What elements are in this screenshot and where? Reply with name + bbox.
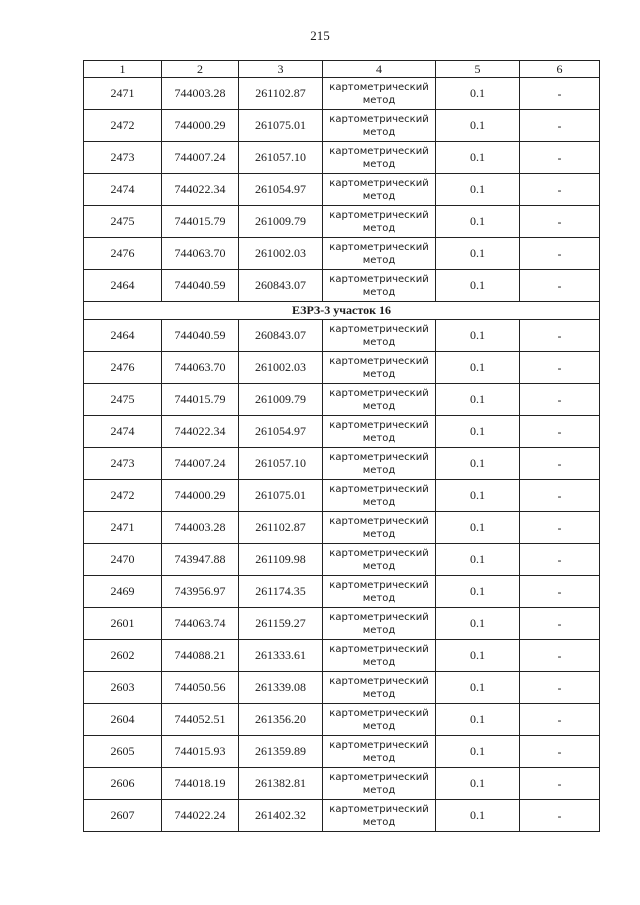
table-row bbox=[84, 704, 600, 736]
accuracy: 0.1 bbox=[436, 320, 520, 352]
x-coordinate: 744003.28 bbox=[162, 78, 239, 110]
table-row bbox=[84, 238, 600, 270]
x-coordinate: 744040.59 bbox=[162, 320, 239, 352]
note: - bbox=[520, 480, 600, 512]
method-text: картометрический bbox=[329, 515, 429, 527]
point-number: 2471 bbox=[84, 512, 162, 544]
method-text: картометрический bbox=[329, 707, 429, 719]
table-row bbox=[84, 800, 600, 832]
column-header: 6 bbox=[520, 61, 600, 78]
note: - bbox=[520, 174, 600, 206]
point-number: 2469 bbox=[84, 576, 162, 608]
x-coordinate: 744000.29 bbox=[162, 110, 239, 142]
y-coordinate: 261102.87 bbox=[239, 78, 323, 110]
method-text: картометрический bbox=[329, 323, 429, 335]
method-text: картометрический bbox=[329, 771, 429, 783]
method-cell bbox=[323, 384, 436, 416]
table-row bbox=[84, 512, 600, 544]
method-text: картометрический bbox=[329, 355, 429, 367]
point-number: 2464 bbox=[84, 270, 162, 302]
accuracy: 0.1 bbox=[436, 704, 520, 736]
note: - bbox=[520, 512, 600, 544]
y-coordinate: 261002.03 bbox=[239, 352, 323, 384]
y-coordinate: 261382.81 bbox=[239, 768, 323, 800]
method-cell bbox=[323, 110, 436, 142]
table-row bbox=[84, 320, 600, 352]
method-text: метод bbox=[362, 432, 396, 444]
column-header: 1 bbox=[84, 61, 162, 78]
section-title: ЕЗРЗ-3 участок 16 bbox=[84, 302, 600, 320]
x-coordinate: 744088.21 bbox=[162, 640, 239, 672]
note: - bbox=[520, 384, 600, 416]
x-coordinate: 744018.19 bbox=[162, 768, 239, 800]
x-coordinate: 744063.74 bbox=[162, 608, 239, 640]
method-cell bbox=[323, 640, 436, 672]
note: - bbox=[520, 270, 600, 302]
accuracy: 0.1 bbox=[436, 576, 520, 608]
accuracy: 0.1 bbox=[436, 672, 520, 704]
note: - bbox=[520, 110, 600, 142]
header-row bbox=[84, 61, 600, 78]
method-cell bbox=[323, 576, 436, 608]
y-coordinate: 261075.01 bbox=[239, 110, 323, 142]
method-text: метод bbox=[362, 816, 396, 828]
table-row bbox=[84, 608, 600, 640]
x-coordinate: 744040.59 bbox=[162, 270, 239, 302]
point-number: 2476 bbox=[84, 238, 162, 270]
accuracy: 0.1 bbox=[436, 270, 520, 302]
column-header: 4 bbox=[323, 61, 436, 78]
method-cell bbox=[323, 206, 436, 238]
section-title-row bbox=[84, 302, 600, 320]
point-number: 2472 bbox=[84, 480, 162, 512]
method-text: картометрический bbox=[329, 241, 429, 253]
note: - bbox=[520, 448, 600, 480]
point-number: 2474 bbox=[84, 416, 162, 448]
accuracy: 0.1 bbox=[436, 174, 520, 206]
y-coordinate: 261333.61 bbox=[239, 640, 323, 672]
column-header: 2 bbox=[162, 61, 239, 78]
method-text: метод bbox=[362, 400, 396, 412]
table-row bbox=[84, 576, 600, 608]
x-coordinate: 744007.24 bbox=[162, 448, 239, 480]
method-text: метод bbox=[362, 158, 396, 170]
x-coordinate: 744003.28 bbox=[162, 512, 239, 544]
method-text: метод bbox=[362, 222, 396, 234]
accuracy: 0.1 bbox=[436, 352, 520, 384]
x-coordinate: 744022.34 bbox=[162, 416, 239, 448]
note: - bbox=[520, 78, 600, 110]
method-text: метод bbox=[362, 624, 396, 636]
table-row bbox=[84, 480, 600, 512]
accuracy: 0.1 bbox=[436, 206, 520, 238]
point-number: 2472 bbox=[84, 110, 162, 142]
accuracy: 0.1 bbox=[436, 640, 520, 672]
point-number: 2473 bbox=[84, 142, 162, 174]
table-row bbox=[84, 174, 600, 206]
method-text: картометрический bbox=[329, 803, 429, 815]
method-text: метод bbox=[362, 368, 396, 380]
column-header: 3 bbox=[239, 61, 323, 78]
x-coordinate: 744063.70 bbox=[162, 238, 239, 270]
method-text: метод bbox=[362, 336, 396, 348]
accuracy: 0.1 bbox=[436, 142, 520, 174]
method-text: картометрический bbox=[329, 643, 429, 655]
x-coordinate: 744015.79 bbox=[162, 384, 239, 416]
y-coordinate: 261054.97 bbox=[239, 416, 323, 448]
table-row bbox=[84, 544, 600, 576]
note: - bbox=[520, 768, 600, 800]
method-cell bbox=[323, 512, 436, 544]
x-coordinate: 744015.93 bbox=[162, 736, 239, 768]
method-cell bbox=[323, 544, 436, 576]
table-row bbox=[84, 206, 600, 238]
x-coordinate: 743947.88 bbox=[162, 544, 239, 576]
table-row bbox=[84, 142, 600, 174]
method-text: метод bbox=[362, 464, 396, 476]
y-coordinate: 260843.07 bbox=[239, 270, 323, 302]
accuracy: 0.1 bbox=[436, 238, 520, 270]
point-number: 2605 bbox=[84, 736, 162, 768]
note: - bbox=[520, 576, 600, 608]
y-coordinate: 261057.10 bbox=[239, 142, 323, 174]
method-text: картометрический bbox=[329, 483, 429, 495]
method-text: метод bbox=[362, 94, 396, 106]
method-text: картометрический bbox=[329, 177, 429, 189]
note: - bbox=[520, 352, 600, 384]
method-cell bbox=[323, 448, 436, 480]
method-cell bbox=[323, 238, 436, 270]
point-number: 2473 bbox=[84, 448, 162, 480]
method-text: метод bbox=[362, 254, 396, 266]
y-coordinate: 260843.07 bbox=[239, 320, 323, 352]
accuracy: 0.1 bbox=[436, 110, 520, 142]
accuracy: 0.1 bbox=[436, 544, 520, 576]
method-text: картометрический bbox=[329, 611, 429, 623]
y-coordinate: 261339.08 bbox=[239, 672, 323, 704]
note: - bbox=[520, 640, 600, 672]
note: - bbox=[520, 544, 600, 576]
method-cell bbox=[323, 768, 436, 800]
table-row bbox=[84, 110, 600, 142]
point-number: 2604 bbox=[84, 704, 162, 736]
table-row bbox=[84, 672, 600, 704]
point-number: 2475 bbox=[84, 206, 162, 238]
method-text: картометрический bbox=[329, 419, 429, 431]
method-text: метод bbox=[362, 560, 396, 572]
note: - bbox=[520, 672, 600, 704]
method-cell bbox=[323, 142, 436, 174]
x-coordinate: 744022.24 bbox=[162, 800, 239, 832]
method-cell bbox=[323, 352, 436, 384]
note: - bbox=[520, 142, 600, 174]
table-body bbox=[84, 78, 600, 832]
y-coordinate: 261002.03 bbox=[239, 238, 323, 270]
method-cell bbox=[323, 608, 436, 640]
method-text: метод bbox=[362, 190, 396, 202]
point-number: 2471 bbox=[84, 78, 162, 110]
x-coordinate: 744063.70 bbox=[162, 352, 239, 384]
method-text: метод bbox=[362, 656, 396, 668]
point-number: 2476 bbox=[84, 352, 162, 384]
accuracy: 0.1 bbox=[436, 800, 520, 832]
x-coordinate: 744007.24 bbox=[162, 142, 239, 174]
table-row bbox=[84, 384, 600, 416]
note: - bbox=[520, 800, 600, 832]
point-number: 2603 bbox=[84, 672, 162, 704]
y-coordinate: 261009.79 bbox=[239, 206, 323, 238]
coordinates-table bbox=[83, 60, 600, 832]
note: - bbox=[520, 704, 600, 736]
method-cell bbox=[323, 270, 436, 302]
point-number: 2464 bbox=[84, 320, 162, 352]
y-coordinate: 261359.89 bbox=[239, 736, 323, 768]
method-text: картометрический bbox=[329, 675, 429, 687]
point-number: 2475 bbox=[84, 384, 162, 416]
note: - bbox=[520, 320, 600, 352]
note: - bbox=[520, 736, 600, 768]
y-coordinate: 261109.98 bbox=[239, 544, 323, 576]
method-text: метод bbox=[362, 286, 396, 298]
method-cell bbox=[323, 736, 436, 768]
y-coordinate: 261356.20 bbox=[239, 704, 323, 736]
method-text: картометрический bbox=[329, 739, 429, 751]
accuracy: 0.1 bbox=[436, 384, 520, 416]
method-text: метод bbox=[362, 126, 396, 138]
y-coordinate: 261057.10 bbox=[239, 448, 323, 480]
method-cell bbox=[323, 416, 436, 448]
table-row bbox=[84, 736, 600, 768]
y-coordinate: 261054.97 bbox=[239, 174, 323, 206]
method-text: картометрический bbox=[329, 81, 429, 93]
accuracy: 0.1 bbox=[436, 768, 520, 800]
point-number: 2606 bbox=[84, 768, 162, 800]
method-text: метод bbox=[362, 784, 396, 796]
x-coordinate: 744000.29 bbox=[162, 480, 239, 512]
accuracy: 0.1 bbox=[436, 736, 520, 768]
method-text: картометрический bbox=[329, 209, 429, 221]
method-text: метод bbox=[362, 688, 396, 700]
accuracy: 0.1 bbox=[436, 480, 520, 512]
note: - bbox=[520, 416, 600, 448]
y-coordinate: 261075.01 bbox=[239, 480, 323, 512]
method-text: картометрический bbox=[329, 387, 429, 399]
method-cell bbox=[323, 672, 436, 704]
table-row bbox=[84, 640, 600, 672]
y-coordinate: 261102.87 bbox=[239, 512, 323, 544]
x-coordinate: 743956.97 bbox=[162, 576, 239, 608]
method-text: метод bbox=[362, 528, 396, 540]
method-cell bbox=[323, 704, 436, 736]
table-row bbox=[84, 416, 600, 448]
accuracy: 0.1 bbox=[436, 608, 520, 640]
y-coordinate: 261174.35 bbox=[239, 576, 323, 608]
x-coordinate: 744050.56 bbox=[162, 672, 239, 704]
table-row bbox=[84, 768, 600, 800]
method-text: картометрический bbox=[329, 113, 429, 125]
accuracy: 0.1 bbox=[436, 78, 520, 110]
method-text: картометрический bbox=[329, 579, 429, 591]
table-row bbox=[84, 270, 600, 302]
y-coordinate: 261009.79 bbox=[239, 384, 323, 416]
method-cell bbox=[323, 480, 436, 512]
point-number: 2470 bbox=[84, 544, 162, 576]
accuracy: 0.1 bbox=[436, 448, 520, 480]
method-text: метод bbox=[362, 496, 396, 508]
table-row bbox=[84, 78, 600, 110]
note: - bbox=[520, 206, 600, 238]
method-cell bbox=[323, 174, 436, 206]
method-text: метод bbox=[362, 752, 396, 764]
method-text: картометрический bbox=[329, 145, 429, 157]
table-row bbox=[84, 352, 600, 384]
method-cell bbox=[323, 800, 436, 832]
point-number: 2602 bbox=[84, 640, 162, 672]
method-text: картометрический bbox=[329, 451, 429, 463]
column-header: 5 bbox=[436, 61, 520, 78]
page-number: 215 bbox=[310, 28, 330, 43]
x-coordinate: 744052.51 bbox=[162, 704, 239, 736]
accuracy: 0.1 bbox=[436, 416, 520, 448]
y-coordinate: 261159.27 bbox=[239, 608, 323, 640]
method-cell bbox=[323, 78, 436, 110]
method-text: картометрический bbox=[329, 547, 429, 559]
table-row bbox=[84, 448, 600, 480]
method-text: метод bbox=[362, 592, 396, 604]
method-text: картометрический bbox=[329, 273, 429, 285]
method-cell bbox=[323, 320, 436, 352]
point-number: 2474 bbox=[84, 174, 162, 206]
point-number: 2601 bbox=[84, 608, 162, 640]
accuracy: 0.1 bbox=[436, 512, 520, 544]
point-number: 2607 bbox=[84, 800, 162, 832]
x-coordinate: 744015.79 bbox=[162, 206, 239, 238]
y-coordinate: 261402.32 bbox=[239, 800, 323, 832]
note: - bbox=[520, 238, 600, 270]
note: - bbox=[520, 608, 600, 640]
method-text: метод bbox=[362, 720, 396, 732]
x-coordinate: 744022.34 bbox=[162, 174, 239, 206]
